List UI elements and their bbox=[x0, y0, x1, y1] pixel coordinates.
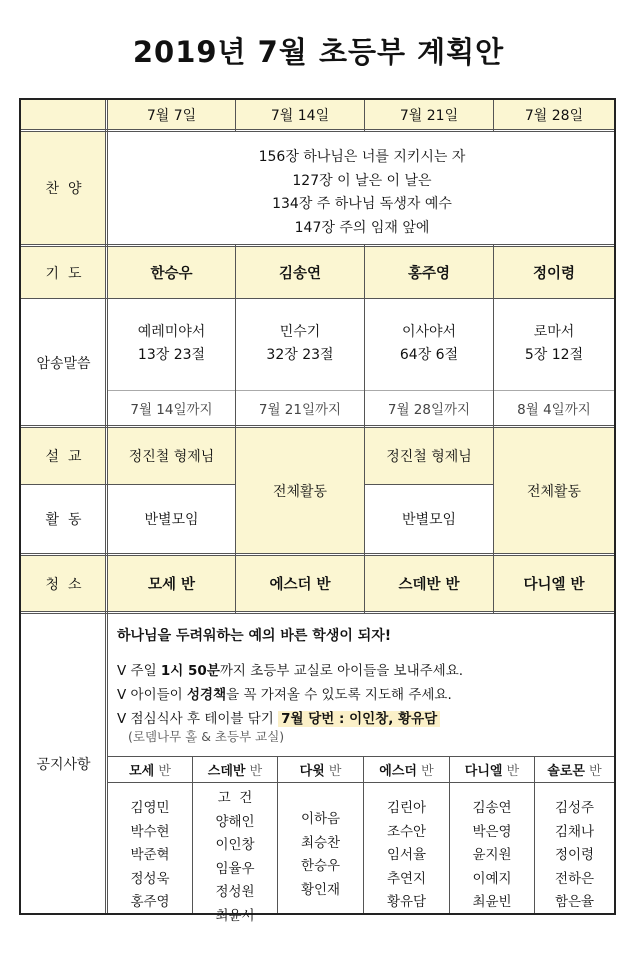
class-name: 다윗 bbox=[299, 764, 325, 779]
label-memory: 암송말씀 bbox=[36, 355, 91, 372]
class-header-4 bbox=[364, 757, 449, 782]
notice-text: V 아이들이 bbox=[117, 687, 187, 703]
member-name: 김영민 bbox=[130, 800, 170, 816]
member-name: 정성욱 bbox=[130, 870, 170, 887]
class-members-4 bbox=[364, 797, 449, 915]
cleaning-3: 스데반 반 bbox=[365, 556, 493, 611]
member-name: 양해인 bbox=[215, 813, 255, 830]
date-header-2: 7월 14일 bbox=[236, 100, 364, 129]
member-name: 정성원 bbox=[215, 884, 255, 900]
notice-emphasis: 성경책 bbox=[186, 687, 227, 703]
member-name: 임서율 bbox=[386, 847, 427, 863]
joint-activity-week2: 전체활동 bbox=[236, 428, 364, 553]
member-name: 최윤서 bbox=[215, 907, 255, 924]
memory-verse-1 bbox=[108, 312, 235, 376]
hymn-item: 156장 하나님은 너를 지키시는 자 bbox=[258, 149, 466, 165]
notice-emphasis: 1시 50분 bbox=[160, 663, 220, 679]
col-divider bbox=[277, 757, 278, 913]
member-name: 고 건 bbox=[217, 790, 253, 806]
prayer-2: 김송연 bbox=[236, 247, 364, 298]
col-divider bbox=[235, 100, 236, 131]
notice-location: (로뎀나무 홀 & 초등부 교실) bbox=[128, 729, 285, 744]
member-name: 홍주영 bbox=[130, 894, 170, 910]
class-suffix: 반 bbox=[506, 764, 520, 779]
row-divider bbox=[21, 484, 236, 485]
notice-text: V 주일 bbox=[117, 663, 161, 679]
cleaning-1: 모세 반 bbox=[108, 556, 235, 611]
notice-headline: 하나님을 두려워하는 예의 바른 학생이 되자! bbox=[117, 628, 392, 644]
col-divider bbox=[493, 100, 494, 131]
row-divider bbox=[108, 782, 614, 783]
col-divider bbox=[364, 100, 365, 131]
col-divider bbox=[363, 757, 364, 913]
label-cleaning: 청 소 bbox=[21, 556, 106, 611]
class-name: 솔로몬 bbox=[547, 764, 585, 779]
row-divider bbox=[21, 553, 614, 556]
col-divider bbox=[364, 245, 365, 613]
class-suffix: 반 bbox=[328, 764, 342, 779]
class-header-2 bbox=[193, 757, 277, 782]
notice-text: V 점심식사 후 테이블 닦기 bbox=[117, 711, 279, 727]
class-name: 모세 bbox=[129, 764, 155, 779]
row-divider bbox=[108, 756, 614, 757]
hymn-list bbox=[108, 146, 616, 240]
hymn-item: 134장 주 하나님 독생자 예수 bbox=[272, 196, 452, 212]
member-name: 임율우 bbox=[215, 860, 255, 877]
class-suffix: 반 bbox=[249, 764, 263, 779]
label-hymn: 찬 양 bbox=[21, 132, 106, 244]
member-name: 조수안 bbox=[386, 823, 427, 840]
hymn-item: 127장 이 날은 이 날은 bbox=[292, 172, 432, 189]
memory-chapter: 32장 23절 bbox=[266, 347, 334, 363]
sermon-week3: 정진철 형제님 bbox=[365, 428, 493, 484]
row-divider bbox=[21, 129, 614, 132]
class-name: 스데반 bbox=[207, 764, 246, 779]
label-activity: 활 동 bbox=[45, 512, 82, 528]
member-name: 추연지 bbox=[386, 870, 427, 887]
date-header-4: 7월 28일 bbox=[494, 100, 614, 129]
memory-verse-3 bbox=[365, 312, 493, 376]
memory-book: 이사야서 bbox=[401, 324, 457, 340]
col-divider bbox=[449, 757, 450, 913]
row-divider bbox=[21, 425, 614, 428]
member-name: 김성주 bbox=[554, 800, 595, 816]
memory-chapter: 13장 23절 bbox=[137, 347, 206, 363]
memory-verse-4 bbox=[494, 312, 614, 376]
class-members-5 bbox=[450, 797, 534, 915]
notice-line-1 bbox=[117, 659, 463, 679]
joint-activity-week4: 전체활동 bbox=[494, 428, 614, 553]
prayer-1: 한승우 bbox=[108, 247, 235, 298]
memory-book: 로마서 bbox=[533, 324, 575, 340]
row-divider bbox=[21, 244, 614, 247]
memory-verse-2 bbox=[236, 312, 364, 376]
prayer-3: 홍주영 bbox=[365, 247, 493, 298]
member-name: 이인창 bbox=[215, 837, 255, 853]
cleaning-2: 에스더 반 bbox=[236, 556, 364, 611]
activity-week3: 반별모임 bbox=[401, 512, 457, 528]
label-prayer: 기 도 bbox=[21, 247, 106, 298]
class-suffix: 반 bbox=[421, 764, 434, 779]
member-name: 최윤빈 bbox=[472, 894, 512, 910]
notice-line-3 bbox=[117, 707, 440, 727]
header-corner bbox=[21, 100, 106, 129]
col-divider bbox=[235, 245, 236, 613]
col-divider bbox=[192, 757, 193, 913]
class-members-2 bbox=[193, 787, 277, 928]
col-divider bbox=[105, 100, 108, 913]
notice-highlight: 7월 당번 : 이인창, 황유담 bbox=[278, 711, 440, 727]
date-header-3: 7월 21일 bbox=[365, 100, 493, 129]
activity-week1: 반별모임 bbox=[144, 512, 199, 528]
member-name: 김송연 bbox=[472, 800, 512, 816]
memory-deadline-4: 8월 4일까지 bbox=[517, 402, 591, 418]
memory-deadline-3: 7월 28일까지 bbox=[387, 402, 471, 418]
member-name: 한승우 bbox=[300, 858, 341, 874]
member-name: 최승찬 bbox=[300, 834, 341, 851]
class-name: 에스더 bbox=[379, 764, 417, 779]
col-divider bbox=[493, 245, 494, 613]
member-name: 김채나 bbox=[554, 823, 595, 840]
class-suffix: 반 bbox=[589, 764, 602, 779]
row-divider bbox=[21, 611, 614, 614]
row-divider bbox=[108, 390, 614, 391]
member-name: 박준혁 bbox=[130, 847, 170, 863]
member-name: 윤지원 bbox=[472, 847, 512, 863]
class-header-1 bbox=[108, 757, 192, 782]
member-name: 황인재 bbox=[300, 881, 341, 898]
memory-chapter: 5장 12절 bbox=[524, 347, 584, 363]
notice-text: 을 꼭 가져올 수 있도록 지도해 주세요. bbox=[226, 687, 452, 703]
class-header-3 bbox=[278, 757, 363, 782]
class-header-6 bbox=[535, 757, 614, 782]
member-name: 김린아 bbox=[386, 800, 427, 816]
notice-text: 까지 초등부 교실로 아이들을 보내주세요. bbox=[219, 663, 464, 679]
memory-deadline-1: 7월 14일까지 bbox=[130, 402, 213, 418]
class-suffix: 반 bbox=[158, 764, 171, 779]
cleaning-4: 다니엘 반 bbox=[494, 556, 614, 611]
member-name: 정이령 bbox=[554, 847, 595, 863]
memory-book: 예레미야서 bbox=[137, 324, 206, 340]
row-divider bbox=[21, 298, 614, 299]
sermon-week1: 정진철 형제님 bbox=[108, 428, 235, 484]
prayer-4: 정이령 bbox=[494, 247, 614, 298]
class-members-1 bbox=[108, 797, 192, 915]
member-name: 함은율 bbox=[554, 894, 595, 910]
notice-line-2 bbox=[117, 683, 452, 703]
page-title: 2019년 7월 초등부 계획안 bbox=[132, 35, 505, 69]
member-name: 전하은 bbox=[554, 870, 595, 887]
member-name: 박수현 bbox=[130, 823, 170, 840]
label-notice: 공지사항 bbox=[36, 756, 91, 773]
class-name: 다니엘 bbox=[464, 764, 503, 779]
class-members-6 bbox=[535, 797, 614, 915]
col-divider bbox=[534, 757, 535, 913]
label-sermon: 설 교 bbox=[21, 428, 106, 484]
class-header-5 bbox=[450, 757, 534, 782]
member-name: 이예지 bbox=[472, 870, 512, 887]
date-header-1: 7월 7일 bbox=[108, 100, 235, 129]
hymn-item: 147장 주의 임재 앞에 bbox=[294, 219, 430, 236]
class-members-3 bbox=[278, 808, 363, 902]
memory-chapter: 64장 6절 bbox=[399, 347, 459, 363]
row-divider bbox=[365, 484, 494, 485]
member-name: 이하음 bbox=[300, 811, 341, 827]
memory-book: 민수기 bbox=[279, 324, 321, 340]
member-name: 황유담 bbox=[386, 894, 427, 910]
memory-deadline-2: 7월 21일까지 bbox=[258, 402, 342, 418]
member-name: 박은영 bbox=[472, 823, 512, 840]
